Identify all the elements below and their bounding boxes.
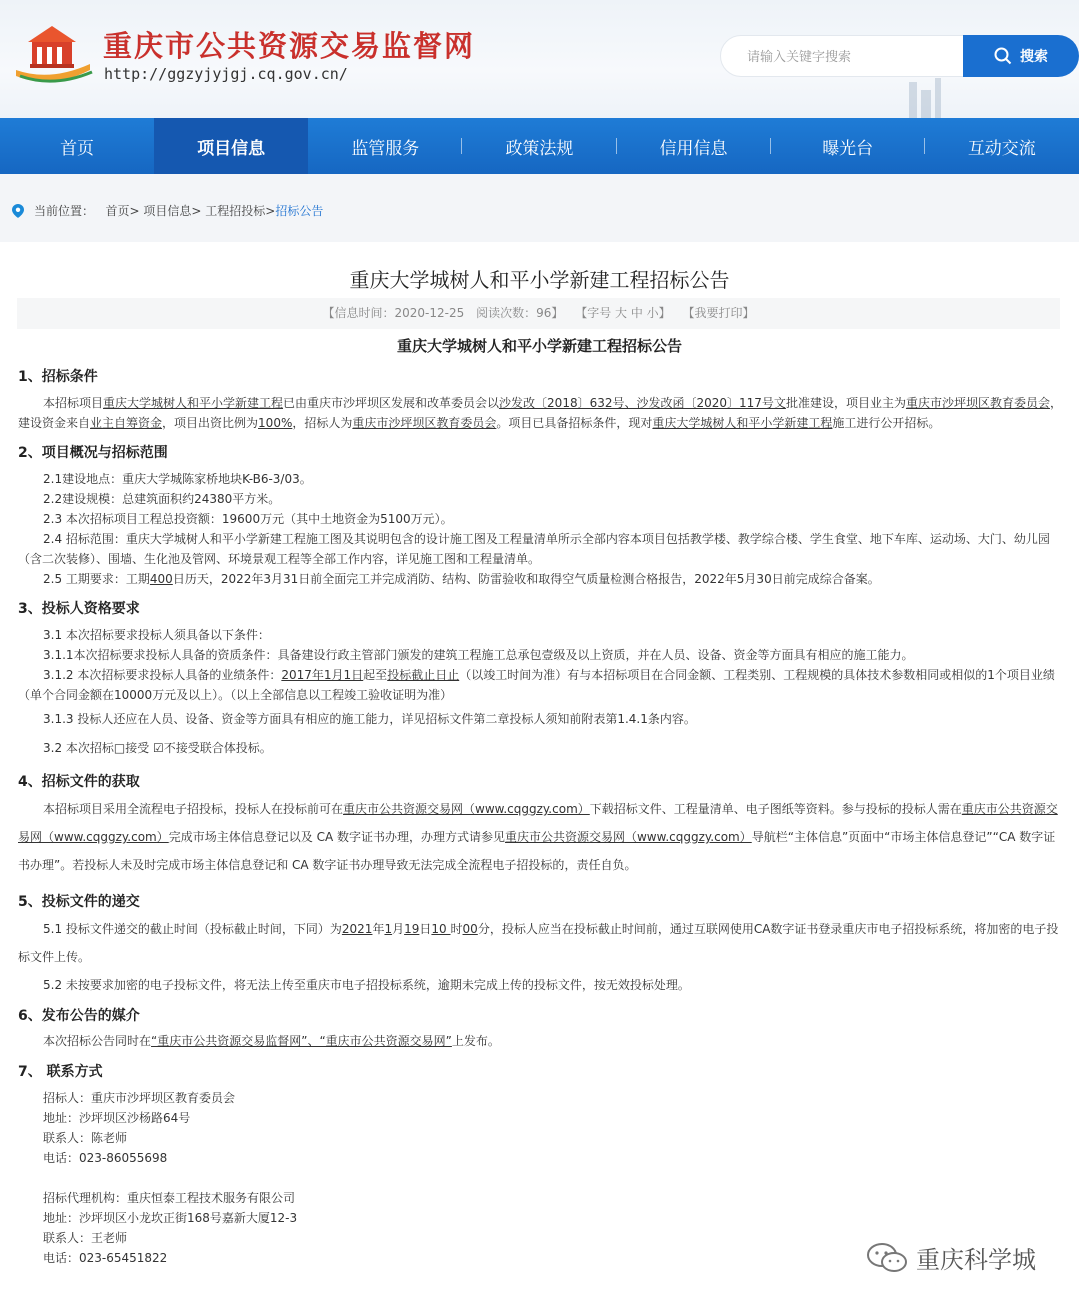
section-heading: 7、 联系方式 xyxy=(18,1064,103,1080)
section-heading: 1、招标条件 xyxy=(18,369,98,385)
section-4 xyxy=(18,771,1062,879)
section-6-text: 本次招标公告同时在“重庆市公共资源交易监督网”、“重庆市公共资源交易网”上发布。 xyxy=(43,1034,500,1048)
location-pin-icon xyxy=(12,204,24,218)
contact-line: 招标人：重庆市沙坪坝区教育委员会 xyxy=(43,1091,236,1105)
nav-item-credit[interactable] xyxy=(617,118,771,174)
contact-line: 地址：沙坪坝区小龙坎正街168号嘉新大厦12-3 xyxy=(43,1211,298,1225)
wechat-icon xyxy=(866,1242,908,1274)
contact-line: 招标代理机构：重庆恒泰工程技术服务有限公司 xyxy=(43,1191,296,1205)
site-header xyxy=(0,0,1079,118)
section-5-item: 5.2 未按要求加密的电子投标文件，将无法上传至重庆市电子招投标系统，逾期未完成上传的投标文件，按无效投标处理。 xyxy=(43,978,690,992)
nav-item-label: 监管服务 xyxy=(351,138,420,159)
article-meta xyxy=(17,298,1060,329)
nav-item-project-info[interactable] xyxy=(154,118,308,174)
nav-item-label: 政策法规 xyxy=(505,138,574,159)
section-1-text: 本招标项目重庆大学城树人和平小学新建工程已由重庆市沙坪坝区发展和改革委员会以沙发改〔2018〕632号、沙发改函〔2020〕117号文批准建设，项目业主为重庆市沙坪坝区教育委员会，建设资金来自业主自筹资金，项目出资比例为100%，招标人为重庆市沙坪坝区教育委员会。项目已具备招标条件，现对重庆大学城树人和平小学新建工程施工进行公开招标。 xyxy=(18,396,1062,430)
meta-read-count: 阅读次数：96】 xyxy=(476,306,564,320)
section-3 xyxy=(18,598,1062,758)
search-button-label: 搜索 xyxy=(1020,49,1048,65)
nav-item-label: 项目信息 xyxy=(197,138,266,159)
section-7 xyxy=(18,1061,1062,1268)
section-2-item: 2.2建设规模：总建筑面积约24380平方米。 xyxy=(43,492,281,506)
nav-item-interaction[interactable] xyxy=(925,118,1079,174)
breadcrumb-sep: > xyxy=(265,203,276,218)
section-6 xyxy=(18,1005,1062,1051)
section-3-item: 3.1.1本次招标要求投标人具备的资质条件：具备建设行政主管部门颁发的建筑工程施工总承包壹级及以上资质，并在人员、设备、资金等方面具有相应的施工能力。 xyxy=(43,648,914,662)
nav-item-exposure[interactable] xyxy=(771,118,925,174)
breadcrumb-project-info[interactable]: 项目信息 xyxy=(143,204,192,218)
contact-line: 电话：023-65451822 xyxy=(43,1251,168,1265)
contact-line: 电话：023-86055698 xyxy=(43,1151,168,1165)
contact-line: 联系人：王老师 xyxy=(43,1231,128,1245)
section-heading: 3、投标人资格要求 xyxy=(18,601,140,617)
section-heading: 6、发布公告的媒介 xyxy=(18,1008,140,1024)
nav-item-label: 首页 xyxy=(60,138,95,159)
breadcrumb-bar xyxy=(0,174,1079,242)
search-button[interactable] xyxy=(963,35,1079,77)
decorative-building-icon xyxy=(895,78,975,118)
nav-item-policy[interactable] xyxy=(462,118,616,174)
section-heading: 4、招标文件的获取 xyxy=(18,774,140,790)
section-2-item: 2.4 招标范围：重庆大学城树人和平小学新建工程施工图及其说明包含的设计施工图及工程量清单所示全部内容本项目包括教学楼、教学综合楼、学生食堂、地下车库、运动场、大门、幼儿园（含二次装修）、围墙、生化池及管网、环境景观工程等全部工作内容，详见施工图和工程量清单。 xyxy=(18,532,1050,566)
section-5-item: 5.1 投标文件递交的截止时间（投标截止时间，下同）为2021年1月19日10 时00分，投标人应当在投标截止时间前，通过互联网使用CA数字证书登录重庆市电子招投标系统，将加密的电子投标文件上传。 xyxy=(18,922,1059,964)
wechat-watermark xyxy=(866,1240,1036,1275)
section-5 xyxy=(18,891,1062,999)
breadcrumb xyxy=(12,202,323,219)
breadcrumb-sep: > xyxy=(129,203,140,218)
search-input[interactable] xyxy=(747,46,957,68)
meta-print[interactable]: 【我要打印】 xyxy=(682,306,755,320)
watermark-text: 重庆科学城 xyxy=(916,1246,1036,1274)
meta-info-time: 【信息时间：2020-12-25 xyxy=(322,306,465,320)
section-3-item: 3.2 本次招标□接受 ☑不接受联合体投标。 xyxy=(43,741,272,755)
site-title: 重庆市公共资源交易监督网 xyxy=(103,29,476,63)
search-box xyxy=(720,35,966,77)
breadcrumb-label: 当前位置： xyxy=(34,204,95,218)
section-2-item: 2.3 本次招标项目工程总投资额：19600万元（其中土地资金为5100万元）。 xyxy=(43,512,453,526)
article-title: 重庆大学城树人和平小学新建工程招标公告 xyxy=(349,268,730,292)
nav-item-home[interactable] xyxy=(0,118,154,174)
section-1 xyxy=(18,366,1062,433)
nav-item-label: 互动交流 xyxy=(967,138,1036,159)
breadcrumb-home[interactable]: 首页 xyxy=(105,204,130,218)
section-heading: 2、项目概况与招标范围 xyxy=(18,445,168,461)
breadcrumb-engineering[interactable]: 工程招投标 xyxy=(205,204,266,218)
breadcrumb-current[interactable]: 招标公告 xyxy=(275,204,324,218)
section-3-item: 3.1 本次招标要求投标人须具备以下条件： xyxy=(43,628,270,642)
section-2-item: 2.5 工期要求：工期400日历天，2022年3月31日前全面完工并完成消防、结构、防雷验收和取得空气质量检测合格报告，2022年5月30日前完成综合备案。 xyxy=(43,572,880,586)
nav-item-label: 信用信息 xyxy=(659,138,728,159)
nav-item-supervision[interactable] xyxy=(308,118,462,174)
breadcrumb-sep: > xyxy=(191,203,202,218)
search-icon xyxy=(994,47,1012,65)
section-4-text: 本招标项目采用全流程电子招投标，投标人在投标前可在重庆市公共资源交易网（www.cqggzy.com）下载招标文件、工程量清单、电子图纸等资料。参与投标的投标人需在重庆市公共资源交易网（www.cqggzy.com）完成市场主体信息登记以及 CA 数字证书办理，办理方式请参见重庆市公共资源交易网（www.cqggzy.com）导航栏“主体信息”页面中“市场主体信息登记”“CA 数字证书办理”。若投标人未及时完成市场主体信息登记和 CA 数字证书办理导致无法完成全流程电子招投标的，责任自负。 xyxy=(18,802,1058,872)
meta-font-size[interactable]: 【字号 大 中 小】 xyxy=(575,306,671,320)
article-sub-title: 重庆大学城树人和平小学新建工程招标公告 xyxy=(396,337,682,355)
section-2-item: 2.1建设地点：重庆大学城陈家桥地块K-B6-3/03。 xyxy=(43,472,312,486)
contact-line: 联系人：陈老师 xyxy=(43,1131,128,1145)
main-nav xyxy=(0,118,1079,174)
logo-emblem-icon xyxy=(10,20,95,90)
site-url: http://ggzyjyjgj.cq.gov.cn/ xyxy=(104,65,348,83)
section-heading: 5、投标文件的递交 xyxy=(18,894,140,910)
section-3-item: 3.1.2 本次招标要求投标人具备的业绩条件：2017年1月1日起至投标截止日止（以竣工时间为准）有与本招标项目在合同金额、工程类别、工程规模的具体技术参数相同或相似的1个项目业绩（单个合同金额在10000万元及以上）。（以上全部信息以工程竣工验收证明为准） xyxy=(18,668,1055,702)
section-3-item: 3.1.3 投标人还应在人员、设备、资金等方面具有相应的施工能力，详见招标文件第二章投标人须知前附表第1.4.1条内容。 xyxy=(43,712,696,726)
section-2 xyxy=(18,442,1062,589)
nav-item-label: 曝光台 xyxy=(822,138,874,159)
contact-line: 地址：沙坪坝区沙杨路64号 xyxy=(43,1111,191,1125)
